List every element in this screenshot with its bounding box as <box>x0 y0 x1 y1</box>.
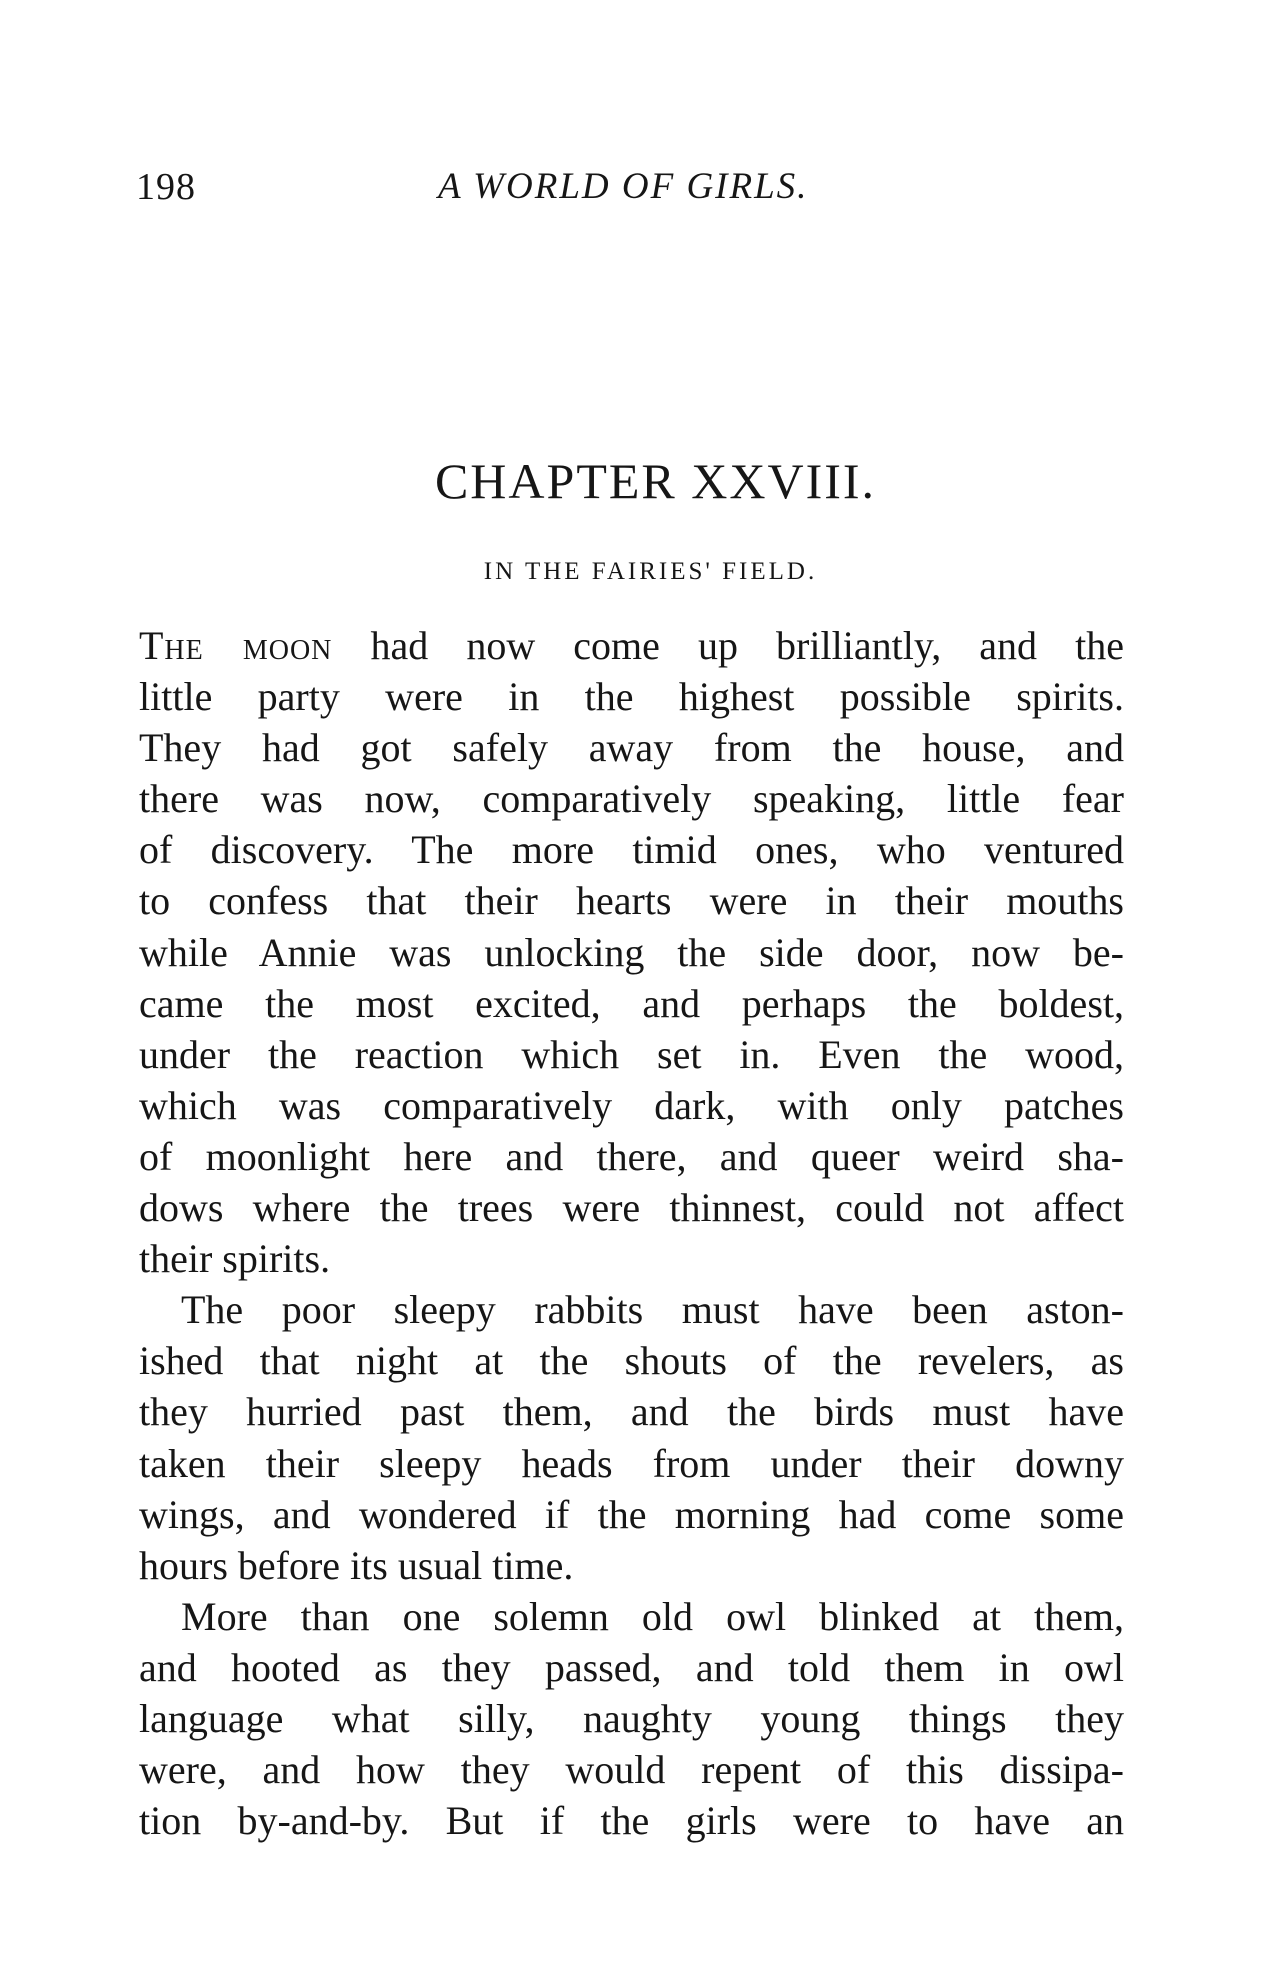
text-line: were, and how they would repent of this dissipa- <box>139 1747 1124 1793</box>
text-line: and hooted as they passed, and told them in owl <box>139 1644 1124 1690</box>
opening-small-caps: The moon <box>139 623 333 668</box>
running-head <box>136 165 1126 215</box>
text-line: under the reaction which set in. Even the wood, <box>139 1031 1124 1077</box>
text-line: they hurried past them, and the birds must have <box>139 1389 1124 1435</box>
text-line: which was comparatively dark, with only patches <box>139 1082 1124 1128</box>
text-line: wings, and wondered if the morning had come some <box>139 1491 1124 1537</box>
text-line: little party were in the highest possible spirits. <box>139 674 1124 720</box>
body-text <box>139 620 1124 1846</box>
text-line: there was now, comparatively speaking, little fear <box>139 776 1124 822</box>
chapter-title: CHAPTER XXVIII. <box>434 453 877 509</box>
text-line: dows where the trees were thinnest, could not affect <box>139 1185 1124 1231</box>
text-line: to confess that their hearts were in their mouths <box>139 878 1124 924</box>
text-line: ished that night at the shouts of the revelers, as <box>139 1338 1124 1384</box>
text-line: their spirits. <box>139 1236 331 1282</box>
text-line: of moonlight here and there, and queer weird sha- <box>139 1133 1124 1179</box>
text-line: hours before its usual time. <box>139 1542 574 1588</box>
text-line: of discovery. The more timid ones, who ventured <box>139 827 1124 873</box>
page-number: 198 <box>136 166 196 208</box>
text-line: The poor sleepy rabbits must have been aston- <box>181 1287 1124 1333</box>
chapter-subtitle: IN THE FAIRIES' FIELD. <box>483 558 818 585</box>
text-line: They had got safely away from the house, and <box>139 725 1124 771</box>
text-line: tion by-and-by. But if the girls were to have an <box>139 1798 1124 1844</box>
text-line <box>139 620 1124 671</box>
line-text: had now come up brilliantly, and the <box>370 623 1124 668</box>
text-line: language what silly, naughty young things they <box>139 1695 1124 1741</box>
text-line: More than one solemn old owl blinked at them, <box>181 1593 1124 1639</box>
running-title: A WORLD OF GIRLS. <box>438 166 809 207</box>
text-line: while Annie was unlocking the side door, now be- <box>139 929 1124 975</box>
text-line: came the most excited, and perhaps the boldest, <box>139 980 1124 1026</box>
text-line: taken their sleepy heads from under their downy <box>139 1440 1124 1486</box>
